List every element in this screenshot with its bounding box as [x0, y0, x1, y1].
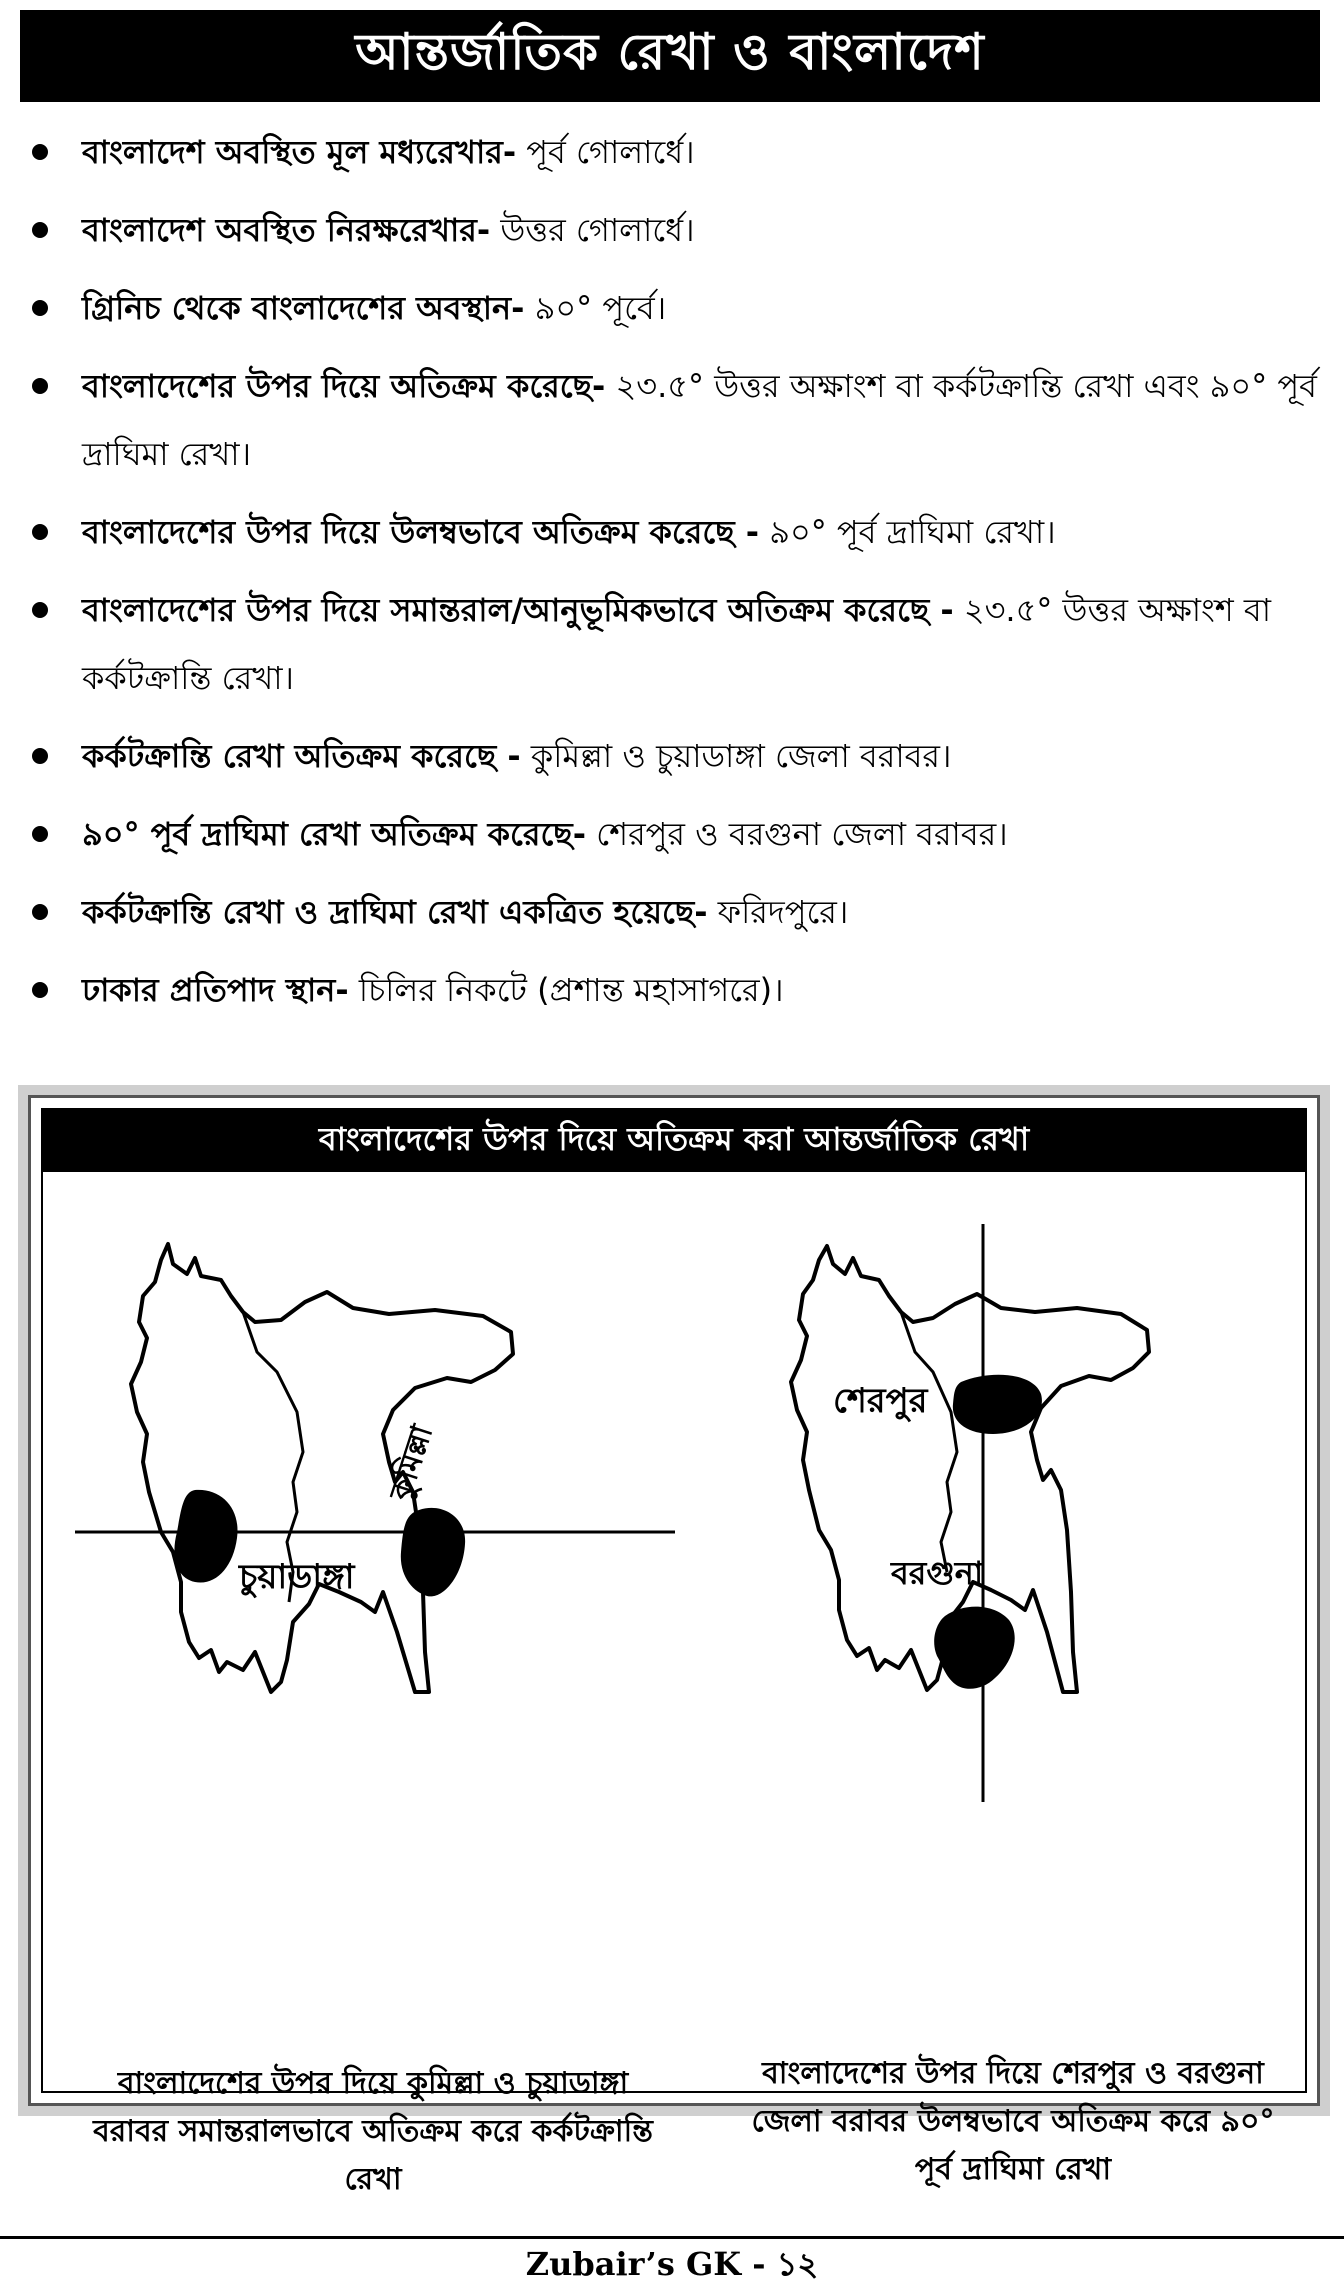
list-item: [20, 576, 1320, 712]
label-cumilla: কুমিল্লা: [383, 1421, 441, 1505]
diagram-header: [43, 1110, 1305, 1172]
chuadanga-district: [174, 1490, 237, 1583]
list-item: [20, 498, 1320, 566]
fact-list: [20, 118, 1320, 1034]
list-item: [20, 956, 1320, 1024]
left-map-caption: বাংলাদেশের উপর দিয়ে কুমিল্লা ও চুয়াডাঙ্গা বরাবর সমান্তরালভাবে অতিক্রম করে কর্কটক্রান্তি রেখা: [93, 2066, 653, 2197]
list-item: [20, 118, 1320, 186]
list-item: [20, 722, 1320, 790]
fact-value: শেরপুর ও বরগুনা জেলা বরাবর।: [585, 815, 1008, 853]
bullet-icon: [32, 300, 48, 316]
fact-label: বাংলাদেশের উপর দিয়ে উলম্বভাবে অতিক্রম করেছে -: [82, 513, 760, 551]
fact-label: গ্রিনিচ থেকে বাংলাদেশের অবস্থান-: [82, 289, 525, 327]
right-bangladesh-map: [791, 1224, 1149, 1802]
bullet-icon: [32, 144, 48, 160]
list-item: [20, 800, 1320, 868]
fact-value: চিলির নিকটে (প্রশান্ত মহাসাগরে)।: [348, 971, 784, 1009]
label-sherpur: শেরপুর: [833, 1381, 928, 1421]
right-map-inner-boundary: [901, 1312, 957, 1572]
label-chuadanga: চুয়াডাঙ্গা: [239, 1557, 355, 1597]
fact-value: ৯০° পূর্বে।: [524, 289, 667, 327]
page-footer: [0, 2236, 1344, 2289]
maps-illustration: [43, 1172, 1305, 2052]
fact-value: ২৩.৫° উত্তর অক্ষাংশ বা কর্কটক্রান্তি রেখা এবং ৯০° পূর্ব দ্রাঘিমা রেখা।: [82, 367, 1317, 473]
right-map-caption: বাংলাদেশের উপর দিয়ে শেরপুর ও বরগুনা জেলা বরাবর উলম্বভাবে অতিক্রম করে ৯০° পূর্ব দ্রাঘিমা রেখা: [751, 2056, 1275, 2187]
diagram-frame: [28, 1095, 1320, 2197]
cumilla-district: [401, 1508, 465, 1597]
fact-label: বাংলাদেশের উপর দিয়ে অতিক্রম করেছে-: [82, 367, 606, 405]
barguna-district: [934, 1607, 1015, 1689]
bullet-icon: [32, 748, 48, 764]
fact-value: পূর্ব গোলার্ধে।: [516, 133, 695, 171]
fact-label: ঢাকার প্রতিপাদ স্থান-: [82, 971, 349, 1009]
left-bangladesh-map: [75, 1244, 675, 1692]
fact-value: উত্তর গোলার্ধে।: [490, 211, 695, 249]
label-barguna: বরগুনা: [891, 1554, 984, 1592]
bullet-icon: [32, 826, 48, 842]
footer-page-number: Zubair’s GK - ১২: [525, 2245, 819, 2283]
fact-label: ৯০° পূর্ব দ্রাঘিমা রেখা অতিক্রম করেছে-: [82, 815, 586, 853]
bullet-icon: [32, 222, 48, 238]
diagram-box: [41, 1108, 1307, 2197]
fact-label: কর্কটক্রান্তি রেখা ও দ্রাঘিমা রেখা একত্রিত হয়েছে-: [82, 893, 708, 931]
list-item: [20, 274, 1320, 342]
bullet-icon: [32, 378, 48, 394]
fact-label: বাংলাদেশ অবস্থিত মূল মধ্যরেখার-: [82, 133, 517, 171]
bullet-icon: [32, 602, 48, 618]
list-item: [20, 878, 1320, 946]
bullet-icon: [32, 524, 48, 540]
left-map-outline: [131, 1244, 513, 1692]
diagram-title: বাংলাদেশের উপর দিয়ে অতিক্রম করা আন্তর্জাতিক রেখা: [318, 1120, 1030, 1158]
bullet-icon: [32, 982, 48, 998]
fact-label: কর্কটক্রান্তি রেখা অতিক্রম করেছে -: [82, 737, 521, 775]
bullet-icon: [32, 904, 48, 920]
list-item: [20, 196, 1320, 264]
fact-label: বাংলাদেশের উপর দিয়ে সমান্তরাল/আনুভূমিকভাবে অতিক্রম করেছে -: [82, 591, 954, 629]
list-item: [20, 352, 1320, 488]
fact-label: বাংলাদেশ অবস্থিত নিরক্ষরেখার-: [82, 211, 491, 249]
page-title: আন্তর্জাতিক রেখা ও বাংলাদেশ: [355, 22, 985, 81]
sherpur-district: [953, 1375, 1042, 1434]
fact-value: ৯০° পূর্ব দ্রাঘিমা রেখা।: [759, 513, 1056, 551]
fact-value: কুমিল্লা ও চুয়াডাঙ্গা জেলা বরাবর।: [520, 737, 952, 775]
page-title-bar: [20, 10, 1320, 102]
fact-value: ২৩.৫° উত্তর অক্ষাংশ বা কর্কটক্রান্তি রেখা।: [82, 591, 1272, 697]
fact-value: ফরিদপুরে।: [707, 893, 849, 931]
